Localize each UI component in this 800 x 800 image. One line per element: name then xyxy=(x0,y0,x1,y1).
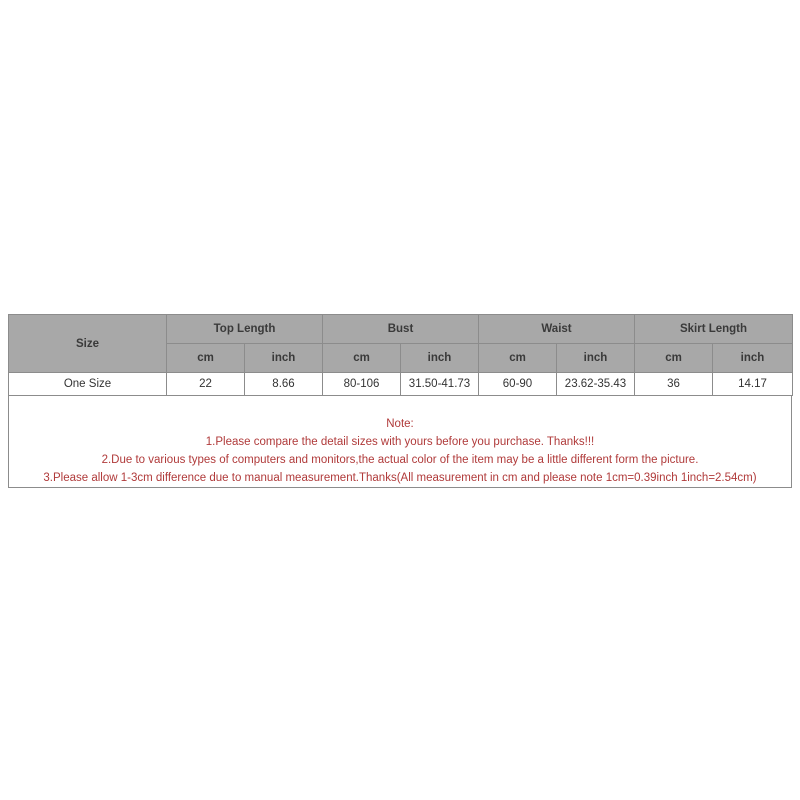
value-cell: 36 xyxy=(635,373,713,396)
notes-box xyxy=(8,396,792,488)
unit-header: cm xyxy=(167,344,245,373)
size-table xyxy=(8,314,793,396)
note-line: 1.Please compare the detail sizes with yours before you purchase. Thanks!!! xyxy=(205,436,595,448)
unit-header: cm xyxy=(323,344,401,373)
unit-header: cm xyxy=(479,344,557,373)
header-row-groups xyxy=(9,315,793,344)
value-cell: 22 xyxy=(167,373,245,396)
unit-header: inch xyxy=(245,344,323,373)
group-header-waist: Waist xyxy=(479,315,635,344)
value-cell: 23.62-35.43 xyxy=(557,373,635,396)
size-header: Size xyxy=(9,315,167,373)
value-cell: 31.50-41.73 xyxy=(401,373,479,396)
value-cell: 80-106 xyxy=(323,373,401,396)
unit-header: inch xyxy=(713,344,793,373)
unit-header: inch xyxy=(401,344,479,373)
table-row xyxy=(9,373,793,396)
note-title: Note: xyxy=(386,418,414,430)
group-header-skirt-length: Skirt Length xyxy=(635,315,793,344)
size-chart xyxy=(8,314,792,488)
unit-header: cm xyxy=(635,344,713,373)
value-cell: 14.17 xyxy=(713,373,793,396)
value-cell: 8.66 xyxy=(245,373,323,396)
note-line: 2.Due to various types of computers and monitors,the actual color of the item may be a little different form the picture. xyxy=(101,454,699,466)
value-cell: 60-90 xyxy=(479,373,557,396)
note-line: 3.Please allow 1-3cm difference due to manual measurement.Thanks(All measurement in cm and please note 1cm=0.39inch 1inch=2.54cm) xyxy=(43,472,757,484)
unit-header: inch xyxy=(557,344,635,373)
group-header-bust: Bust xyxy=(323,315,479,344)
size-cell: One Size xyxy=(9,373,167,396)
group-header-top-length: Top Length xyxy=(167,315,323,344)
